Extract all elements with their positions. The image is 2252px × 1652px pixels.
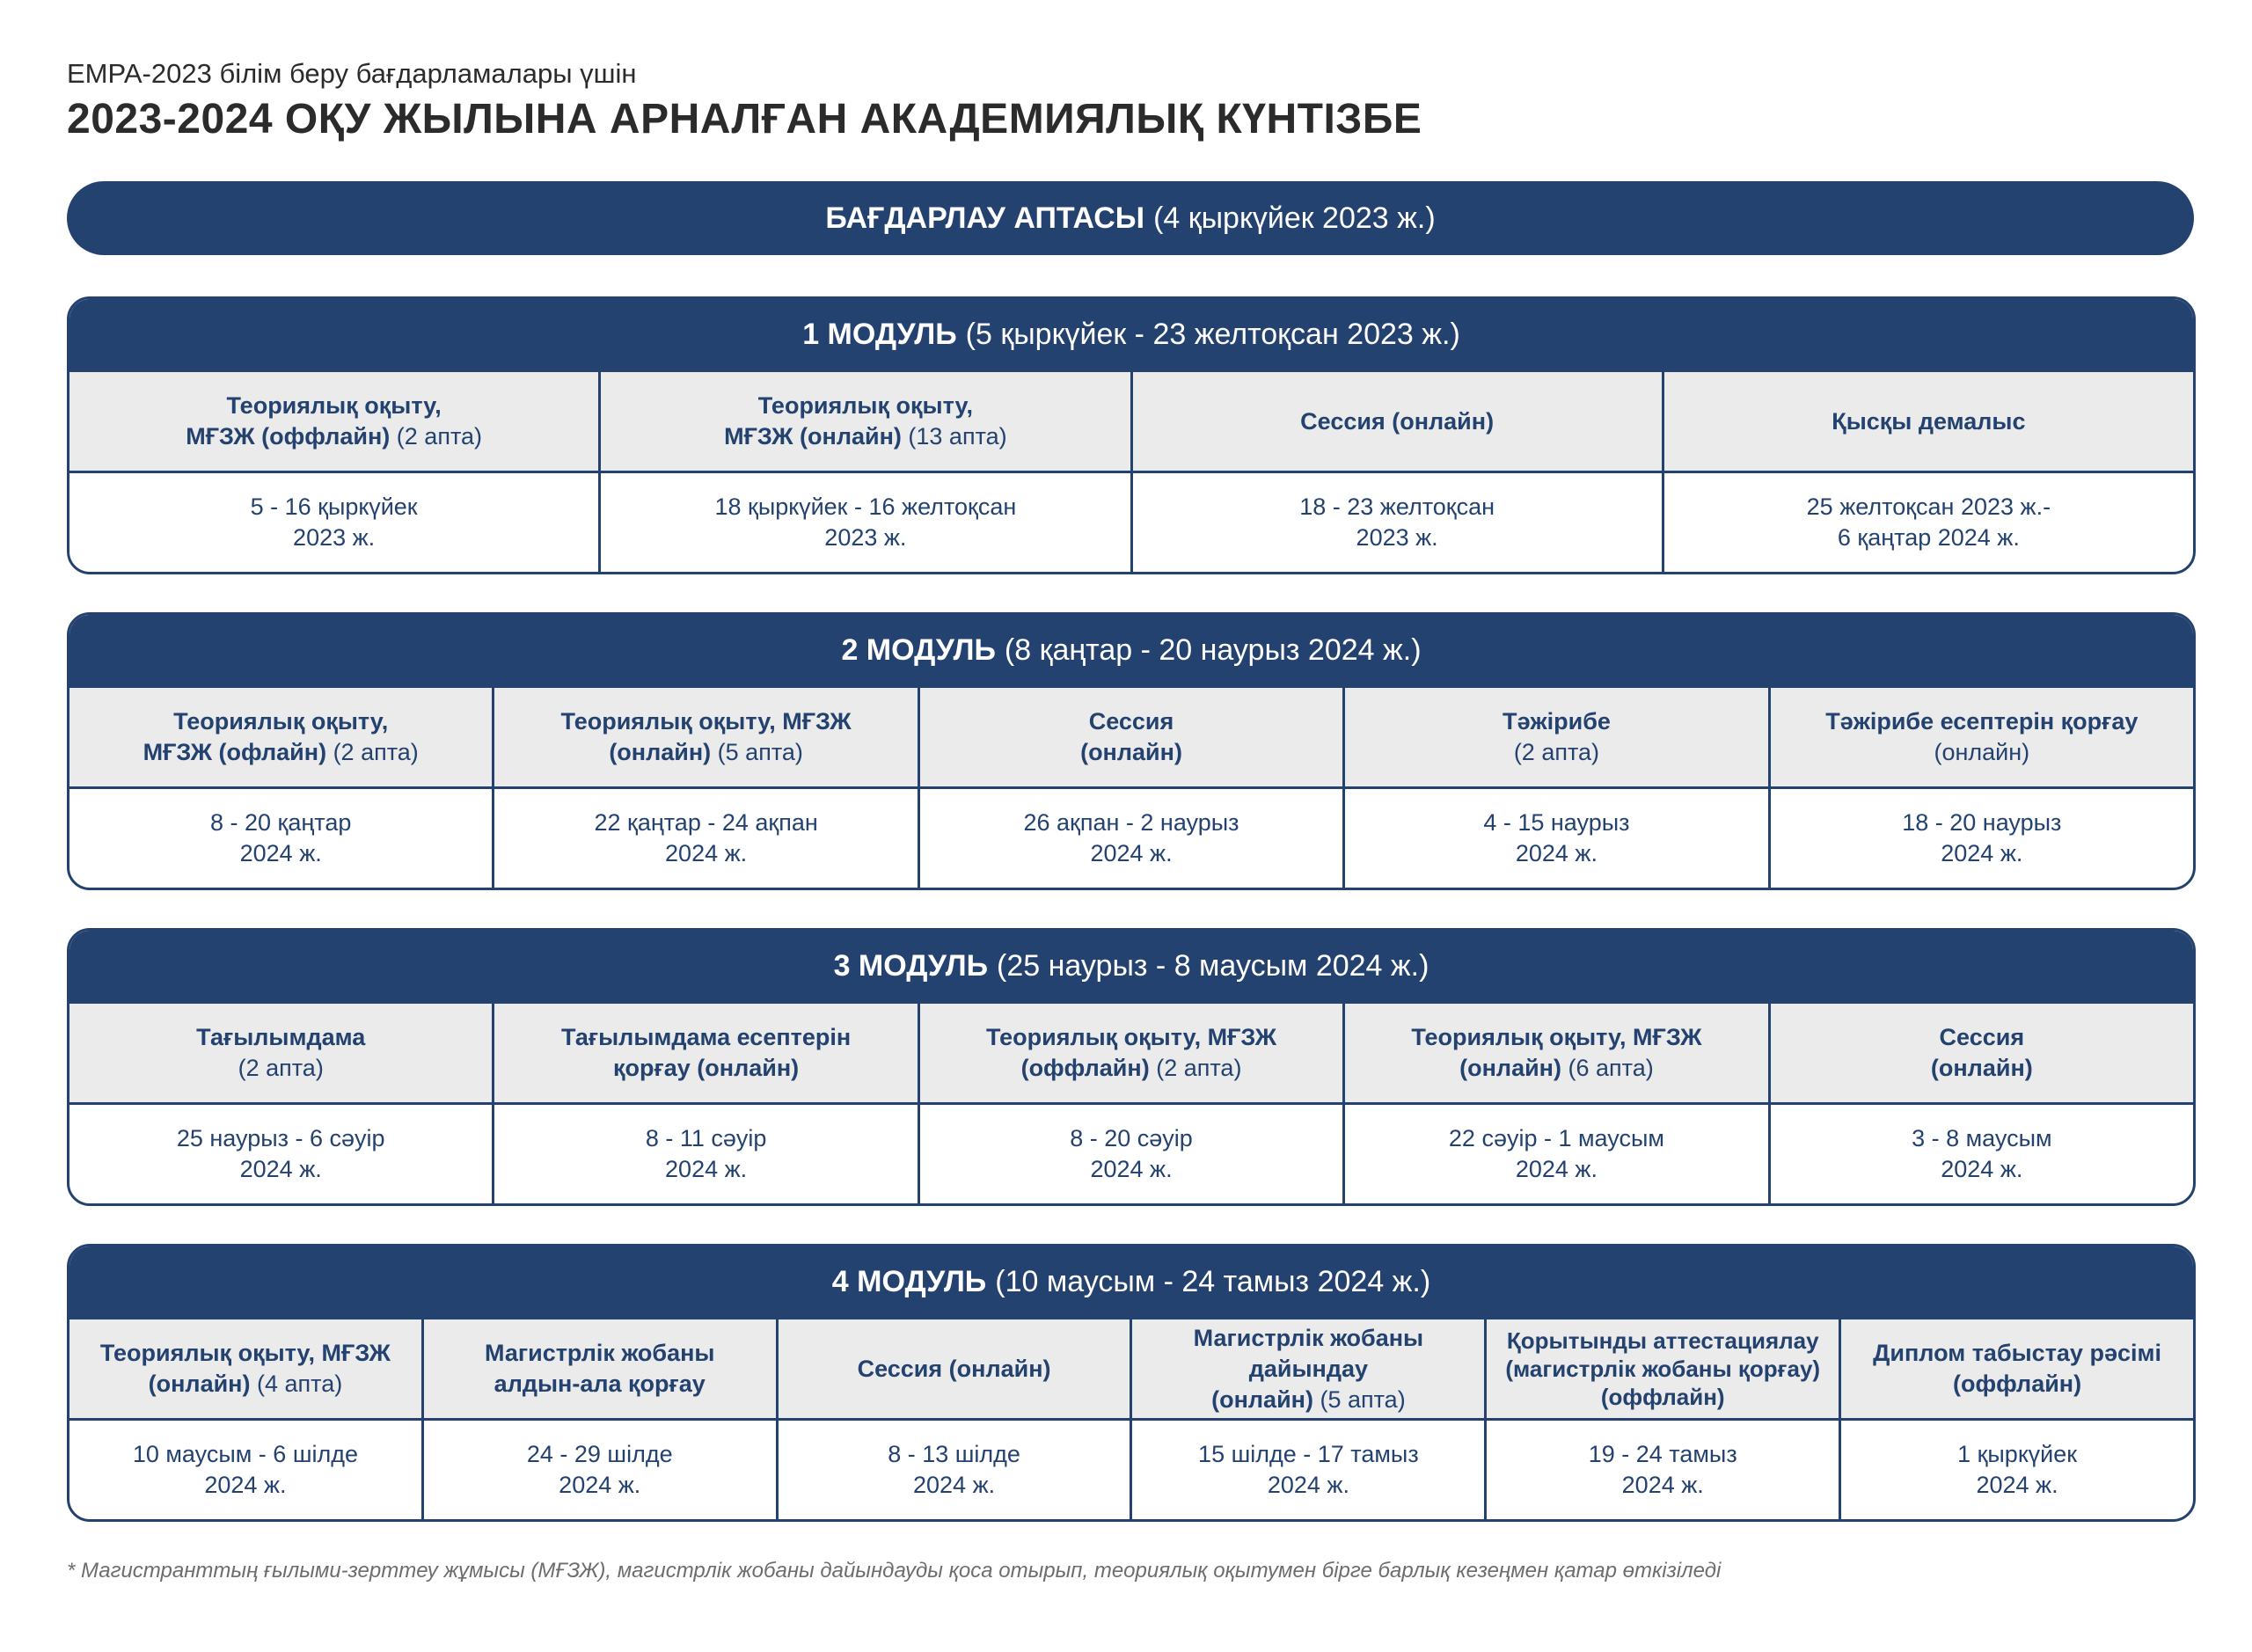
period-dates bbox=[920, 789, 1345, 888]
date-line: 2024 ж. bbox=[239, 840, 322, 866]
period-dates bbox=[920, 1105, 1345, 1203]
date-line: 15 шілде - 17 тамыз bbox=[1198, 1441, 1419, 1467]
date-line: 18 қыркүйек - 16 желтоқсан bbox=[714, 493, 1017, 520]
period-title-normal: (4 апта) bbox=[250, 1371, 343, 1397]
period-title-normal: (2 апта) bbox=[390, 423, 483, 450]
date-line: 8 - 11 сәуір bbox=[645, 1125, 767, 1151]
orientation-dates: (4 қыркүйек 2023 ж.) bbox=[1153, 201, 1436, 235]
period-title-bold: (оффлайн) bbox=[1600, 1384, 1725, 1410]
period-dates bbox=[1133, 473, 1664, 572]
period-title-row bbox=[69, 369, 2193, 473]
period-title bbox=[1345, 1004, 1770, 1102]
period-title-normal: (2 апта) bbox=[326, 739, 419, 765]
period-title-bold: (онлайн) bbox=[1930, 1055, 2033, 1081]
date-line: 2024 ж. bbox=[559, 1472, 641, 1498]
date-line: 8 - 20 сәуір bbox=[1070, 1125, 1193, 1151]
date-line: 2024 ж. bbox=[913, 1472, 996, 1498]
period-dates bbox=[494, 1105, 919, 1203]
document-title: 2023-2024 ОҚУ ЖЫЛЫНА АРНАЛҒАН АКАДЕМИЯЛЫҚ КҮНТІЗБЕ bbox=[67, 96, 1422, 143]
period-title-bold: (онлайн) bbox=[1459, 1055, 1561, 1081]
module-3-table bbox=[67, 928, 2196, 1206]
period-title bbox=[601, 372, 1132, 471]
module-header bbox=[69, 615, 2193, 685]
period-title-bold: Тағылымдама есептерін bbox=[561, 1024, 852, 1050]
date-line: 10 маусым - 6 шілде bbox=[132, 1441, 358, 1467]
period-title-bold: қорғау (онлайн) bbox=[613, 1055, 800, 1081]
date-line: 18 - 20 наурыз bbox=[1902, 809, 2062, 836]
period-title-bold: (онлайн) bbox=[609, 739, 712, 765]
module-label: 2 МОДУЛЬ bbox=[841, 632, 996, 667]
period-dates bbox=[69, 473, 601, 572]
date-line: 2023 ж. bbox=[293, 524, 376, 551]
period-title-row bbox=[69, 685, 2193, 789]
document-subtitle: EMPA-2023 білім беру бағдарламалары үшін bbox=[67, 58, 637, 89]
period-title bbox=[1771, 688, 2193, 786]
period-title-bold: Сессия bbox=[1939, 1024, 2025, 1050]
module-1-table bbox=[67, 296, 2196, 574]
period-title-row bbox=[69, 1317, 2193, 1421]
period-dates bbox=[1487, 1421, 1841, 1519]
period-title-bold: Тағылымдама bbox=[196, 1024, 366, 1050]
period-title-bold: Теориялық оқыту, МҒЗЖ bbox=[1411, 1024, 1702, 1050]
module-4-table bbox=[67, 1244, 2196, 1522]
period-title-bold: Диплом табыстау рәсімі bbox=[1873, 1340, 2161, 1366]
date-line: 8 - 13 шілде bbox=[888, 1441, 1020, 1467]
date-line: 2024 ж. bbox=[1621, 1472, 1704, 1498]
period-title-bold: Сессия bbox=[1088, 708, 1174, 735]
period-title-normal: (5 апта) bbox=[1312, 1385, 1406, 1413]
period-title bbox=[69, 1319, 424, 1418]
date-line: 2024 ж. bbox=[1090, 1156, 1173, 1182]
module-2-table bbox=[67, 612, 2196, 890]
date-line: 2024 ж. bbox=[1976, 1472, 2058, 1498]
period-dates bbox=[601, 473, 1132, 572]
module-header bbox=[69, 931, 2193, 1001]
date-line: 4 - 15 наурыз bbox=[1483, 809, 1630, 836]
date-line: 2023 ж. bbox=[824, 524, 907, 551]
period-dates bbox=[1771, 789, 2193, 888]
period-title bbox=[69, 372, 601, 471]
date-line: 5 - 16 қыркүйек bbox=[250, 493, 418, 520]
period-dates bbox=[69, 1105, 494, 1203]
period-title bbox=[1133, 372, 1664, 471]
period-title-bold: Теориялық оқыту, МҒЗЖ bbox=[560, 708, 852, 735]
period-dates-row bbox=[69, 1421, 2193, 1519]
period-title bbox=[69, 688, 494, 786]
period-title-bold: (онлайн) bbox=[148, 1371, 251, 1397]
date-line: 2024 ж. bbox=[204, 1472, 287, 1498]
period-title bbox=[1487, 1319, 1841, 1418]
period-dates bbox=[1345, 1105, 1770, 1203]
period-title bbox=[920, 1004, 1345, 1102]
orientation-label: БАҒДАРЛАУ АПТАСЫ bbox=[825, 201, 1145, 235]
period-title-normal: (13 апта) bbox=[901, 423, 1007, 450]
date-line: 2023 ж. bbox=[1356, 524, 1438, 551]
date-line: 2024 ж. bbox=[1941, 1156, 2023, 1182]
date-line: 19 - 24 тамыз bbox=[1588, 1441, 1737, 1467]
period-dates bbox=[1345, 789, 1770, 888]
period-title-bold: Теориялық оқыту, bbox=[757, 392, 973, 419]
module-dates: (5 қыркүйек - 23 желтоқсан 2023 ж.) bbox=[965, 317, 1460, 351]
date-line: 25 желтоқсан 2023 ж.- bbox=[1806, 493, 2051, 520]
date-line: 25 наурыз - 6 сәуір bbox=[176, 1125, 385, 1151]
period-title bbox=[1664, 372, 2193, 471]
footnote: * Магистранттың ғылыми-зерттеу жұмысы (МҒЗЖ), магистрлік жобаны дайындауды қоса отырып, теориялық оқытумен бірге барлық кезеңмен қатар өткізіледі bbox=[67, 1559, 1722, 1583]
period-title-bold: алдын-ала қорғау bbox=[494, 1371, 706, 1397]
period-title-bold: Теориялық оқыту, МҒЗЖ bbox=[99, 1340, 391, 1366]
period-title-row bbox=[69, 1001, 2193, 1105]
period-dates-row bbox=[69, 789, 2193, 888]
date-line: 6 қаңтар 2024 ж. bbox=[1837, 524, 2020, 551]
date-line: 8 - 20 қаңтар bbox=[210, 809, 352, 836]
date-line: 26 ақпан - 2 наурыз bbox=[1023, 809, 1239, 836]
period-title-bold: (магистрлік жобаны қорғау) bbox=[1505, 1356, 1821, 1382]
module-label: 3 МОДУЛЬ bbox=[833, 948, 989, 983]
period-title-normal: (5 апта) bbox=[711, 739, 803, 765]
date-line: 22 қаңтар - 24 ақпан bbox=[594, 809, 818, 836]
date-line: 2024 ж. bbox=[239, 1156, 322, 1182]
date-line: 2024 ж. bbox=[1267, 1472, 1349, 1498]
period-title-bold: (оффлайн) bbox=[1952, 1371, 2082, 1397]
module-dates: (25 наурыз - 8 маусым 2024 ж.) bbox=[997, 948, 1429, 983]
date-line: 1 қыркүйек bbox=[1957, 1441, 2078, 1467]
date-line: 2024 ж. bbox=[665, 1156, 748, 1182]
module-dates: (8 қаңтар - 20 наурыз 2024 ж.) bbox=[1004, 632, 1422, 667]
date-line: 18 - 23 желтоқсан bbox=[1299, 493, 1495, 520]
period-title-bold: Қорытынды аттестациялау bbox=[1506, 1327, 1819, 1354]
date-line: 3 - 8 маусым bbox=[1912, 1125, 2052, 1151]
period-dates bbox=[1132, 1421, 1487, 1519]
period-title-bold: МҒЗЖ (оффлайн) bbox=[186, 423, 391, 450]
period-title bbox=[1771, 1004, 2193, 1102]
period-dates bbox=[69, 1421, 424, 1519]
period-title bbox=[494, 688, 919, 786]
period-title bbox=[494, 1004, 919, 1102]
date-line: 24 - 29 шілде bbox=[526, 1441, 673, 1467]
period-title bbox=[1841, 1319, 2193, 1418]
module-header bbox=[69, 1246, 2193, 1317]
orientation-week-banner bbox=[67, 181, 2194, 255]
period-title-bold: Сессия (онлайн) bbox=[857, 1355, 1051, 1382]
period-dates-row bbox=[69, 1105, 2193, 1203]
period-title bbox=[424, 1319, 779, 1418]
period-title bbox=[920, 688, 1345, 786]
period-title-normal: (2 апта) bbox=[1149, 1055, 1242, 1081]
date-line: 2024 ж. bbox=[1090, 840, 1173, 866]
period-dates bbox=[779, 1421, 1133, 1519]
module-label: 4 МОДУЛЬ bbox=[831, 1264, 987, 1298]
period-title-bold: МҒЗЖ (онлайн) bbox=[724, 423, 902, 450]
period-title-bold: Магистрлік жобаны дайындау bbox=[1193, 1324, 1424, 1382]
period-title-bold: (онлайн) bbox=[1211, 1385, 1313, 1413]
date-line: 2024 ж. bbox=[1515, 1156, 1598, 1182]
period-title bbox=[1345, 688, 1770, 786]
period-title bbox=[779, 1319, 1133, 1418]
period-title-normal: (6 апта) bbox=[1561, 1055, 1654, 1081]
period-title-bold: (оффлайн) bbox=[1020, 1055, 1150, 1081]
period-dates bbox=[1841, 1421, 2193, 1519]
period-dates bbox=[69, 789, 494, 888]
period-title-bold: Теориялық оқыту, bbox=[226, 392, 442, 419]
period-title-bold: (онлайн) bbox=[1080, 739, 1182, 765]
period-title bbox=[1132, 1319, 1487, 1418]
period-title-bold: МҒЗЖ (офлайн) bbox=[143, 739, 327, 765]
period-title-normal: (2 апта) bbox=[1513, 739, 1600, 765]
module-dates: (10 маусым - 24 тамыз 2024 ж.) bbox=[995, 1264, 1431, 1298]
period-dates bbox=[424, 1421, 779, 1519]
date-line: 22 сәуір - 1 маусым bbox=[1448, 1125, 1664, 1151]
period-title-bold: Магистрлік жобаны bbox=[485, 1340, 715, 1366]
date-line: 2024 ж. bbox=[1515, 840, 1598, 866]
period-dates-row bbox=[69, 473, 2193, 572]
period-title-bold: Қысқы демалыс bbox=[1832, 407, 2026, 435]
period-title-bold: Сессия (онлайн) bbox=[1300, 407, 1495, 435]
period-dates bbox=[494, 789, 919, 888]
period-title-bold: Теориялық оқыту, МҒЗЖ bbox=[985, 1024, 1277, 1050]
period-title-normal: (2 апта) bbox=[238, 1055, 324, 1081]
period-title-bold: Тәжірибе есептерін қорғау bbox=[1825, 708, 2139, 735]
period-dates bbox=[1664, 473, 2193, 572]
period-title-bold: Теориялық оқыту, bbox=[173, 708, 389, 735]
period-title bbox=[69, 1004, 494, 1102]
module-header bbox=[69, 299, 2193, 369]
period-title-normal: (онлайн) bbox=[1934, 739, 2030, 765]
module-label: 1 МОДУЛЬ bbox=[802, 317, 957, 351]
date-line: 2024 ж. bbox=[1941, 840, 2023, 866]
date-line: 2024 ж. bbox=[665, 840, 748, 866]
period-dates bbox=[1771, 1105, 2193, 1203]
period-title-bold: Тәжірибе bbox=[1502, 708, 1611, 735]
